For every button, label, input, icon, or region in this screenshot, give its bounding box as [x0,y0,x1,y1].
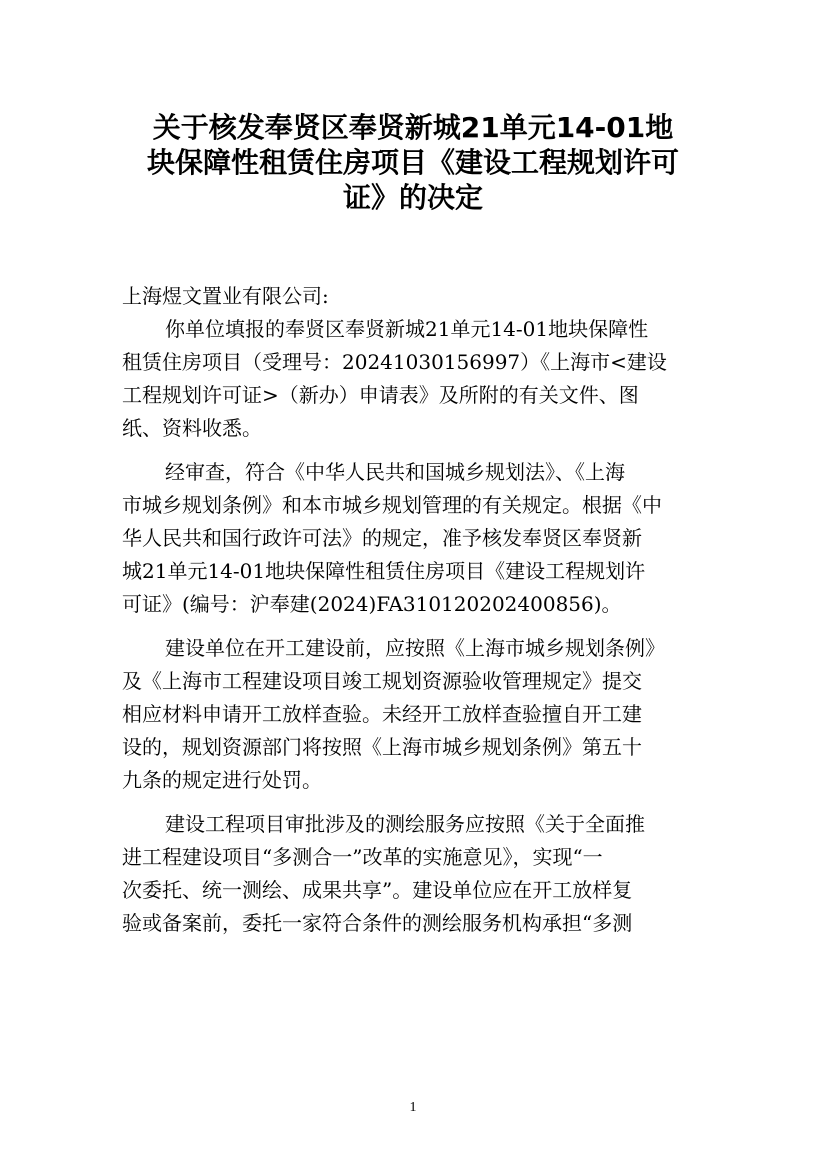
paragraph-line: 相应材料申请开工放样查验。未经开工放样查验擅自开工建 [122,702,642,726]
paragraph-4 [122,808,712,940]
paragraph-2 [122,456,712,621]
title-line: 关于核发奉贤区奉贤新城21单元14-01地 [152,111,674,144]
paragraph-line: 纸、资料收悉。 [122,416,262,440]
paragraph-line: 市城乡规划条例》和本市城乡规划管理的有关规定。根据《中 [122,493,662,517]
paragraph-line: 验或备案前，委托一家符合条件的测绘服务机构承担“多测 [122,911,633,935]
document-body [122,280,712,940]
paragraph-3 [122,632,712,797]
title-line: 块保障性租赁住房项目《建设工程规划许可 [146,146,679,179]
paragraph-line: 华人民共和国行政许可法》的规定，准予核发奉贤区奉贤新 [122,526,642,550]
paragraph-line: 建设工程项目审批涉及的测绘服务应按照《关于全面推 [165,812,645,836]
page-number: 1 [409,1100,417,1115]
paragraph-line: 九条的规定进行处罚。 [122,768,322,792]
paragraph-line: 可证》(编号：沪奉建(2024)FA310120202400856)。 [122,592,622,616]
paragraph-line: 工程规划许可证>（新办）申请表》及所附的有关文件、图 [122,383,639,407]
paragraph-line: 建设单位在开工建设前，应按照《上海市城乡规划条例》 [165,636,665,660]
paragraph-1 [122,313,712,445]
paragraph-line: 你单位填报的奉贤区奉贤新城21单元14-01地块保障性 [165,317,649,341]
addressee: 上海煜文置业有限公司: [122,284,329,308]
paragraph-line: 次委托、统一测绘、成果共享”。建设单位应在开工放样复 [122,878,633,902]
paragraph-line: 进工程建设项目“多测合一”改革的实施意见》，实现“一 [122,845,603,869]
paragraph-line: 经审查，符合《中华人民共和国城乡规划法》、《上海 [165,460,625,484]
title-line: 证》的决定 [342,181,483,214]
paragraph-line: 设的，规划资源部门将按照《上海市城乡规划条例》第五十 [122,735,642,759]
paragraph-line: 城21单元14-01地块保障性租赁住房项目《建设工程规划许 [122,559,646,583]
document-title [110,110,716,215]
paragraph-line: 租赁住房项目（受理号：20241030156997）《上海市<建设 [122,350,667,374]
paragraph-line: 及《上海市工程建设项目竣工规划资源验收管理规定》提交 [122,669,642,693]
